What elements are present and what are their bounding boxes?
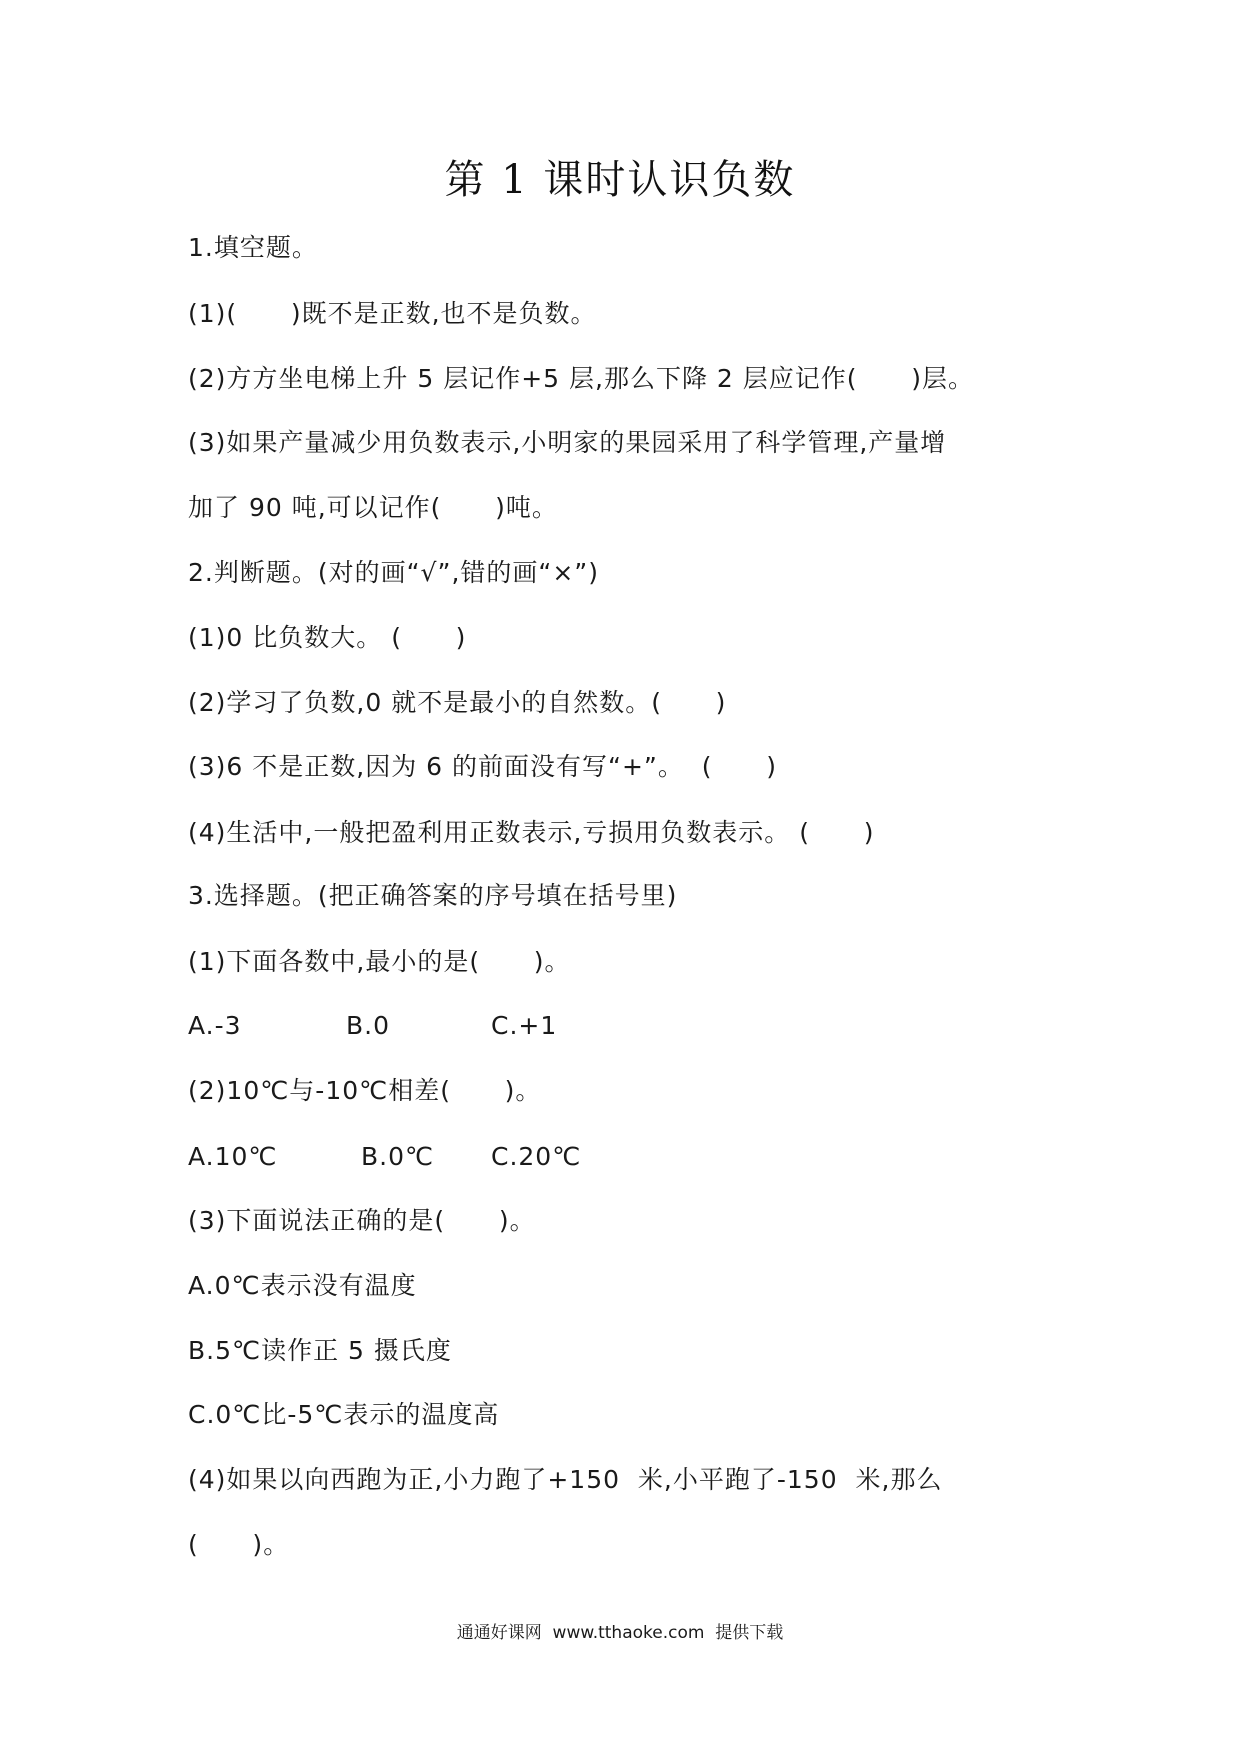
fill-blank-question-1: (1)( )既不是正数,也不是负数。 xyxy=(188,299,597,328)
fill-blank-question-2: (2)方方坐电梯上升 5 层记作+5 层,那么下降 2 层应记作( )层。 xyxy=(188,364,974,393)
choice-option-c: C.20℃ xyxy=(491,1142,582,1171)
choice-option-c: C.0℃比-5℃表示的温度高 xyxy=(188,1400,500,1429)
true-false-question-4: (4)生活中,一般把盈利用正数表示,亏损用负数表示。 ( ) xyxy=(188,818,875,847)
choice-question-2: (2)10℃与-10℃相差( )。 xyxy=(188,1076,542,1105)
fill-blank-question-3-line-1: (3)如果产量减少用负数表示,小明家的果园采用了科学管理,产量增 xyxy=(188,428,947,457)
true-false-question-2: (2)学习了负数,0 就不是最小的自然数。( ) xyxy=(188,688,727,717)
choice-option-c: C.+1 xyxy=(491,1011,558,1040)
footer-source-text: 通通好课网 www.tthaoke.com 提供下载 xyxy=(456,1623,784,1643)
choice-option-a: A.10℃ xyxy=(188,1142,278,1171)
choice-option-b: B.5℃读作正 5 摄氏度 xyxy=(188,1336,452,1365)
choice-option-a: A.-3 xyxy=(188,1011,242,1040)
fill-blank-question-3-line-2: 加了 90 吨,可以记作( )吨。 xyxy=(188,493,558,522)
section-2-heading: 2.判断题。(对的画“√”,错的画“×”) xyxy=(188,558,599,587)
section-1-heading: 1.填空题。 xyxy=(188,233,318,262)
choice-question-3: (3)下面说法正确的是( )。 xyxy=(188,1206,536,1235)
choice-question-4-line-2: ( )。 xyxy=(188,1530,290,1559)
section-3-heading: 3.选择题。(把正确答案的序号填在括号里) xyxy=(188,881,678,910)
page-title: 第 1 课时认识负数 xyxy=(444,157,796,203)
true-false-question-1: (1)0 比负数大。 ( ) xyxy=(188,623,467,652)
choice-question-4-line-1: (4)如果以向西跑为正,小力跑了+150 米,小平跑了-150 米,那么 xyxy=(188,1465,943,1494)
true-false-question-3: (3)6 不是正数,因为 6 的前面没有写“+”。 ( ) xyxy=(188,752,777,781)
choice-option-b: B.0℃ xyxy=(361,1142,435,1171)
choice-option-b: B.0 xyxy=(346,1011,391,1040)
choice-option-a: A.0℃表示没有温度 xyxy=(188,1271,417,1300)
choice-question-1: (1)下面各数中,最小的是( )。 xyxy=(188,947,571,976)
